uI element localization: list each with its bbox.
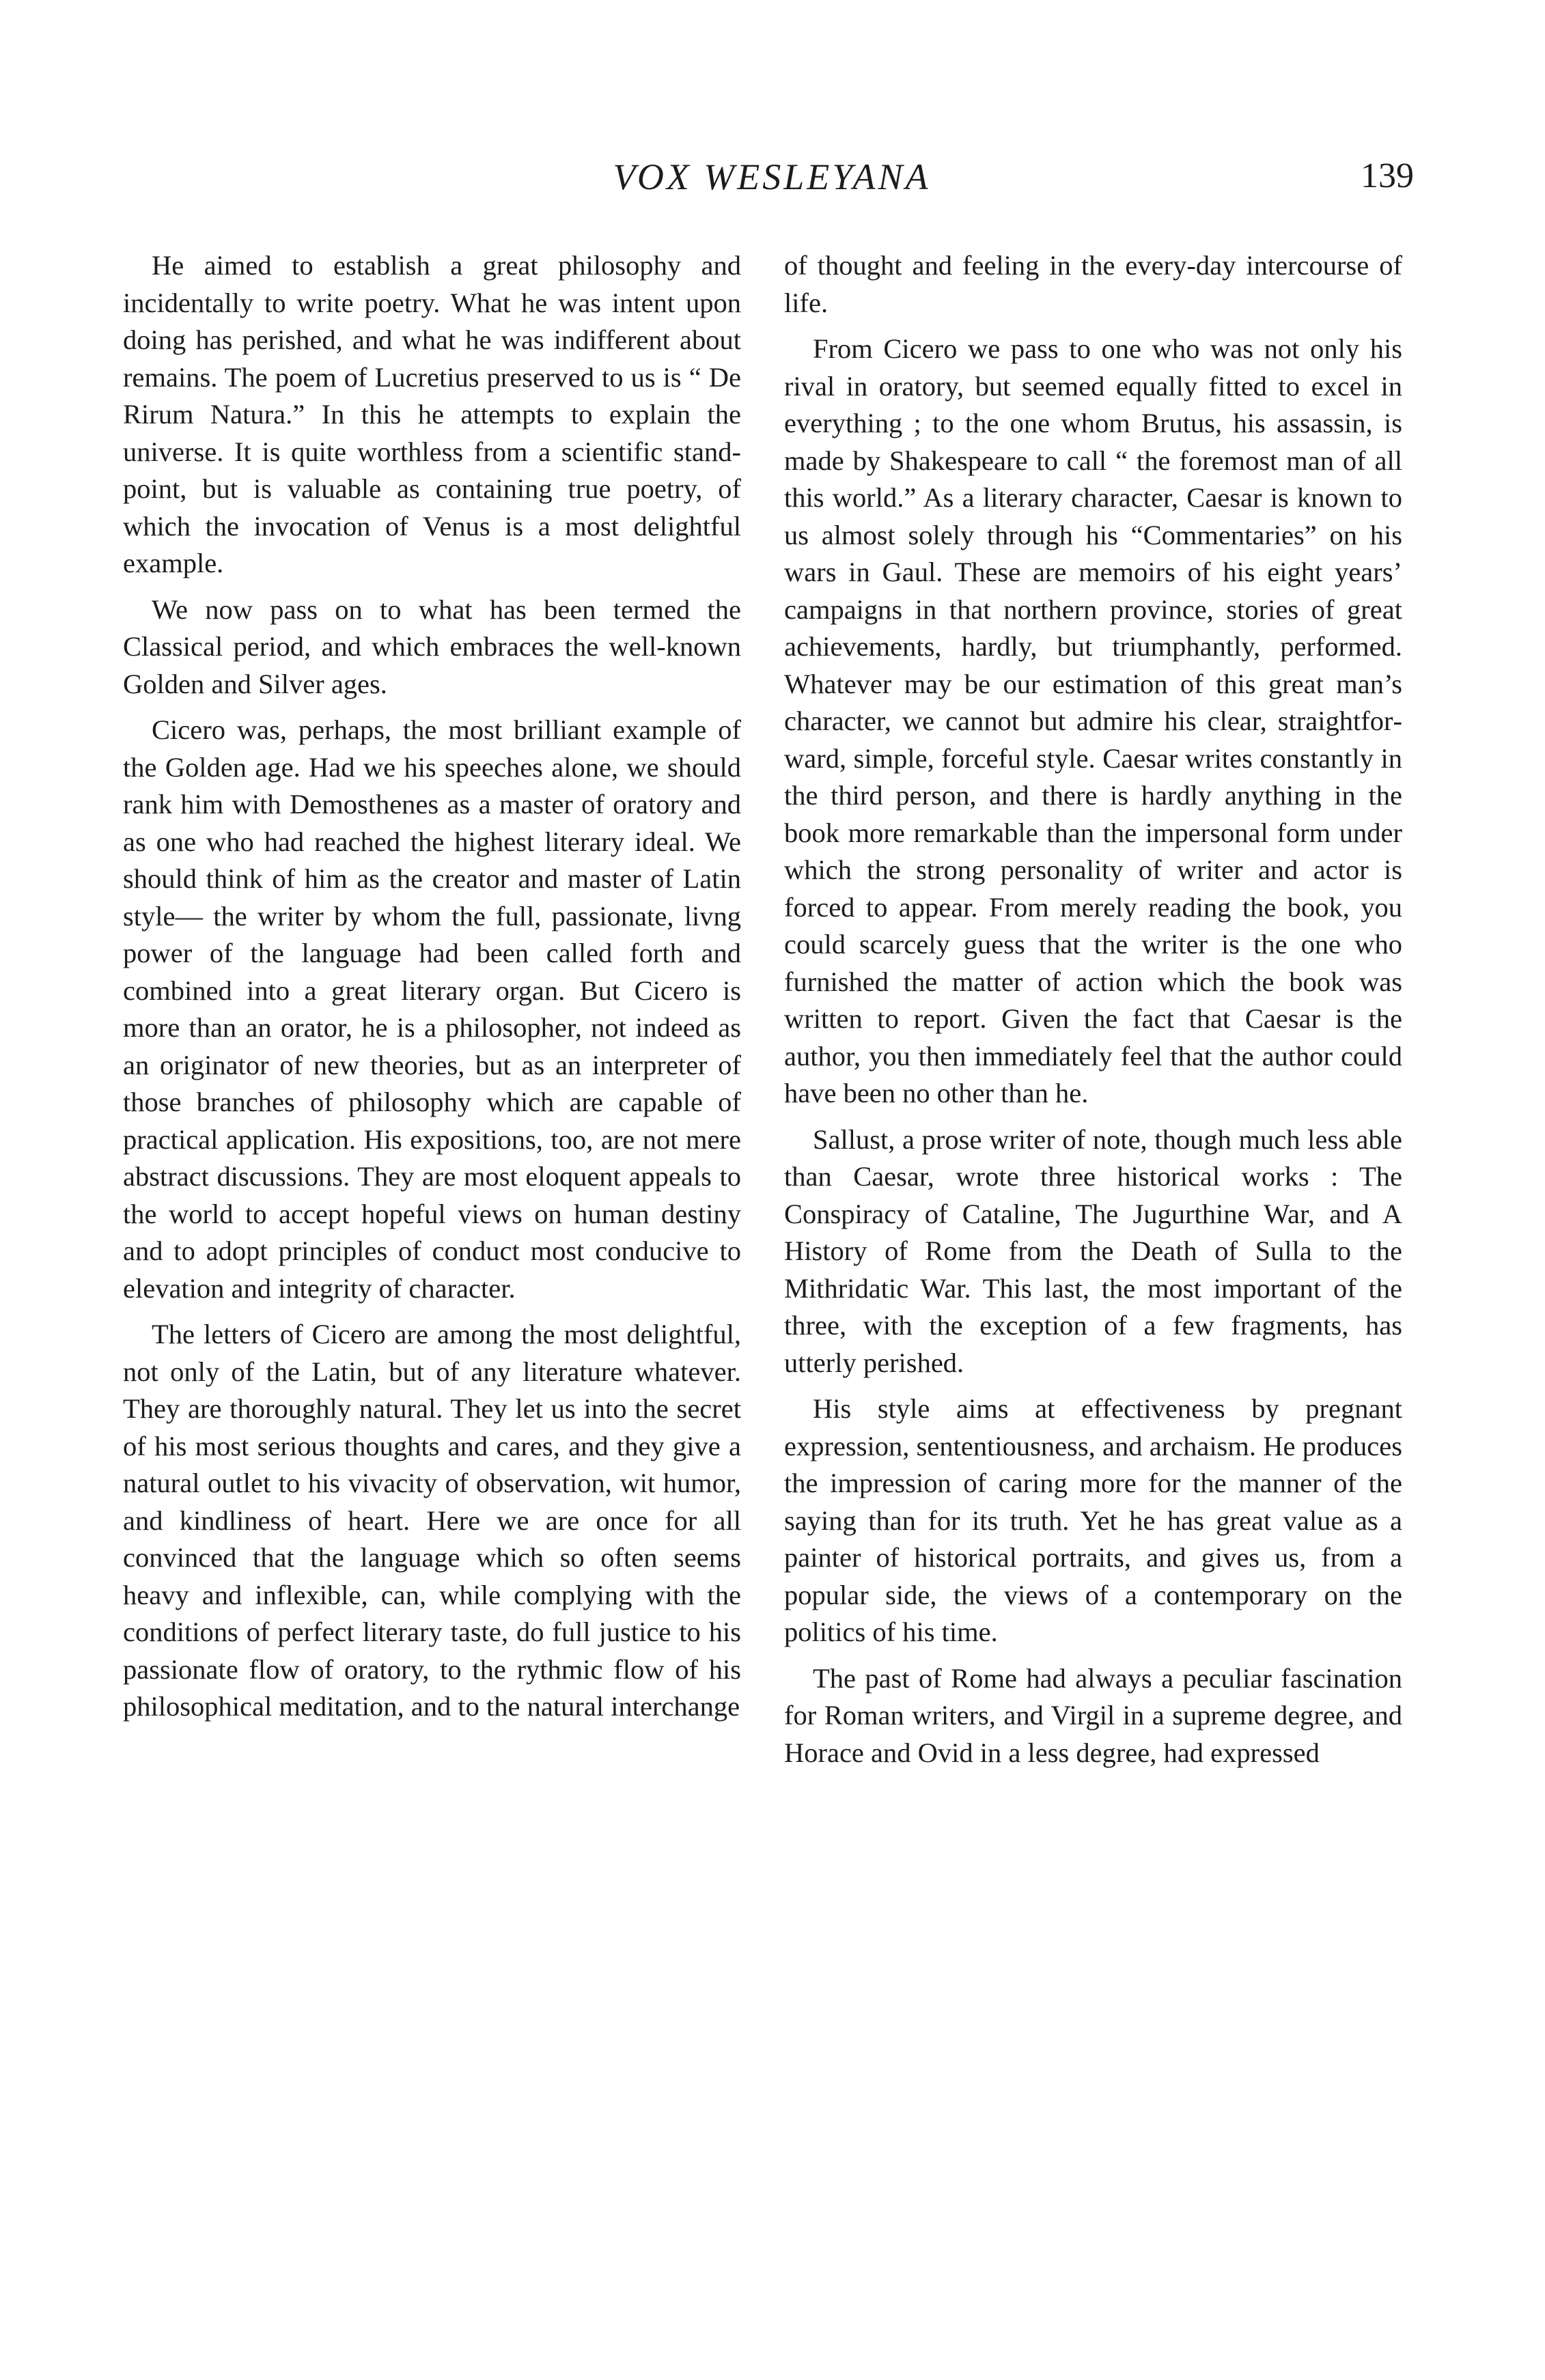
- paragraph: His style aims at effectiveness by pregnant expression, sententiousness, and archaism. He produces the impression of caring more for the manner of the saying than for its truth. Yet he has great value as a painter of historical portraits, and gives us, from a popular side, the views of a contemporary on the politics of his time.: [784, 1393, 1402, 1647]
- right-column: [784, 247, 1402, 1780]
- paragraph: The past of Rome had always a peculiar fascination for Roman writers, and Virgil in a supreme degree, and Horace and Ovid in a less degree, had expressed: [784, 1662, 1402, 1768]
- running-title: VOX WESLEYANA: [613, 156, 931, 197]
- paragraph: Cicero was, perhaps, the most brilliant example of the Golden age. Had we his speeches alone, we should rank him with Demosthenes as a master of oratory and as one who had reached the highest literary ideal. We should think of him as the creator and master of Latin style— the writer by whom the full, passionate, livng power of the language had been called forth and combined into a great literary organ. But Cicero is more than an orator, he is a philosopher, not indeed as an originator of new theories, but as an interpreter of those branches of philosophy which are capable of practical application. His expositions, too, are not mere abstract discussions. They are most eloquent appeals to the world to accept hopeful views on human destiny and to adopt principles of conduct most conducive to elevation and integrity of character.: [123, 714, 741, 1304]
- paragraph: From Cicero we pass to one who was not only his rival in oratory, but seemed equally fitted to excel in everything ; to the one whom Brutus, his assassin, is made by Shakespeare to call “ the foremost man of all this world.” As a literary character, Caesar is known to us almost solely through his “Commentaries” on his wars in Gaul. These are memoirs of his eight years’ campaigns in that northern province, stories of great achievements, hardly, but triumphantly, performed. Whatever may be our estimation of this great man’s character, we cannot but admire his clear, straightforward, simple, forceful style. Caesar writes constantly in the third person, and there is hardly anything in the book more remarkable than the impersonal form under which the strong personality of writer and actor is forced to appear. From merely reading the book, you could scarcely guess that the writer is the one who furnished the matter of action which the book was written to report. Given the fact that Caesar is the author, you then immediately feel that the author could have been no other than he.: [784, 333, 1402, 1108]
- paragraph-continued: of thought and feeling in the every-day intercourse of life.: [784, 250, 1402, 318]
- paragraph: He aimed to establish a great philosophy and incidentally to write poetry. What he was intent upon doing has perished, and what he was indifferent about remains. The poem of Lucretius preserved to us is “ De Rirum Natura.” In this he attempts to explain the universe. It is quite worthless from a scientific standpoint, but is valuable as containing true poetry, of which the invocation of Venus is a most delightful example.: [123, 250, 741, 578]
- running-header: [130, 156, 1414, 210]
- paragraph: We now pass on to what has been termed the Classical period, and which embraces the well-known Golden and Silver ages.: [123, 593, 741, 699]
- paragraph: The letters of Cicero are among the most delightful, not only of the Latin, but of any literature whatever. They are thoroughly natural. They let us into the secret of his most serious thoughts and cares, and they give a natural outlet to his vivacity of observation, wit humor, and kindliness of heart. Here we are once for all convinced that the language which so often seems heavy and inflexible, can, while complying with the conditions of perfect literary taste, do full justice to his passionate flow of oratory, to the rythmic flow of his philosophical meditation, and to the natural interchange: [123, 1319, 741, 1722]
- page-number: 139: [1361, 156, 1414, 195]
- paragraph: Sallust, a prose writer of note, though much less able than Caesar, wrote three historical works : The Conspiracy of Cataline, The Jugurthine War, and A History of Rome from the Death of Sulla to the Mithridatic War. This last, the most important of the three, with the exception of a few fragments, has utterly perished.: [784, 1123, 1402, 1378]
- left-column: [123, 247, 741, 1735]
